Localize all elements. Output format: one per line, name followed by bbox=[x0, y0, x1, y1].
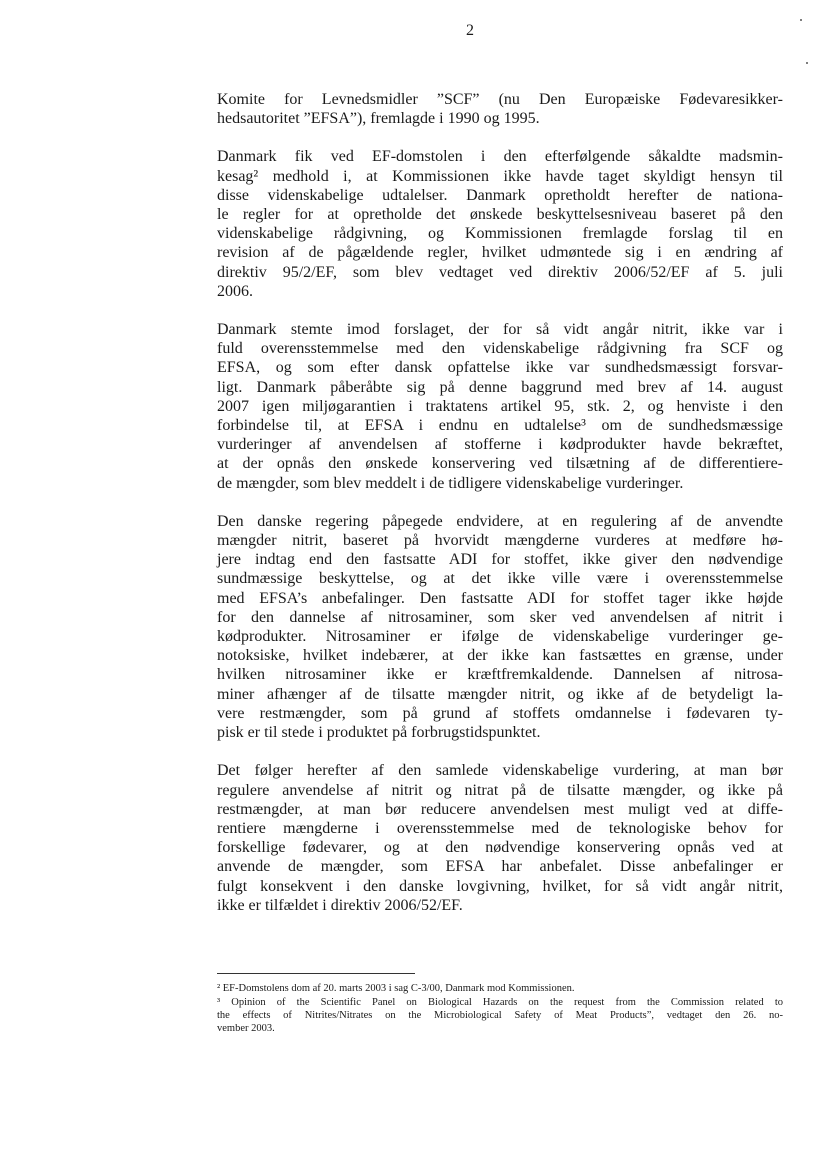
footnote-line: ³ Opinion of the Scientific Panel on Biological Hazards on the request from the Commission related to bbox=[217, 997, 783, 1008]
footnote-line: vember 2003. bbox=[217, 1023, 275, 1034]
paragraph-line: fulgt konsekvent i den danske lovgivning, hvilket, for så vidt angår nitrit, bbox=[217, 877, 783, 895]
paragraph-line: regulere anvendelse af nitrit og nitrat på de tilsatte mængder, og ikke på bbox=[217, 781, 783, 799]
paragraph-line: 2007 igen miljøgarantien i traktatens artikel 95, stk. 2, og henviste i den bbox=[217, 397, 783, 415]
paragraph-line: direktiv 95/2/EF, som blev vedtaget ved direktiv 2006/52/EF af 5. juli bbox=[217, 263, 783, 281]
scan-speck bbox=[806, 62, 808, 64]
footnote bbox=[217, 996, 783, 1035]
paragraph-line: Danmark fik ved EF-domstolen i den efterfølgende såkaldte madsmin- bbox=[217, 148, 783, 166]
paragraph-line: at der opnås den ønskede konservering ved tilsætning af de differentiere- bbox=[217, 455, 783, 473]
footnote bbox=[217, 982, 783, 995]
page-number: 2 bbox=[466, 22, 474, 39]
paragraph-line: Danmark stemte imod forslaget, der for så vidt angår nitrit, ikke var i bbox=[217, 321, 783, 339]
paragraph-line: de mængder, som blev meddelt i de tidligere videnskabelige vurderinger. bbox=[217, 474, 684, 492]
paragraph-line: hvilken nitrosaminer ikke er kræftfremkaldende. Dannelsen af nitrosa- bbox=[217, 666, 783, 684]
paragraph-line: for den dannelse af nitrosaminer, som sker ved anvendelsen af nitrit i bbox=[217, 608, 783, 626]
paragraph-line: kesag² medhold i, at Kommissionen ikke havde taget skyldigt hensyn til bbox=[217, 167, 783, 185]
footnote-line: ² EF-Domstolens dom af 20. marts 2003 i sag C-3/00, Danmark mod Kommissionen. bbox=[217, 983, 575, 994]
paragraph-line: anvende de mængder, som EFSA har anbefalet. Disse anbefalinger er bbox=[217, 858, 783, 876]
paragraph-line: rentiere mængderne i overensstemmelse med de teknologiske behov for bbox=[217, 819, 783, 837]
paragraph-line: vurderinger af anvendelsen af stofferne i kødprodukter havde bekræftet, bbox=[217, 436, 783, 454]
paragraph-line: hedsautoritet ”EFSA”), fremlagde i 1990 og 1995. bbox=[217, 110, 540, 128]
paragraph-line: ikke er tilfældet i direktiv 2006/52/EF. bbox=[217, 896, 463, 914]
paragraph-line: miner afhænger af de tilsatte mængder nitrit, og ikke af de betydeligt la- bbox=[217, 685, 783, 703]
paragraph-line: med EFSA’s anbefalinger. Den fastsatte ADI for stoffet tager ikke højde bbox=[217, 589, 783, 607]
paragraph bbox=[217, 512, 783, 742]
paragraph-line: Den danske regering påpegede endvidere, at en regulering af de anvendte bbox=[217, 512, 783, 530]
paragraph-line: vere restmængder, som på grund af stoffets omdannelse i fødevaren ty- bbox=[217, 704, 783, 722]
paragraph-line: mængder nitrit, baseret på hvorvidt mængderne vurderes at medføre hø- bbox=[217, 532, 783, 550]
paragraph bbox=[217, 761, 783, 915]
paragraph-line: 2006. bbox=[217, 282, 253, 300]
body-text bbox=[217, 90, 783, 934]
paragraph-line: forbindelse til, at EFSA i endnu en udtalelse³ om de sundhedsmæssige bbox=[217, 417, 783, 435]
paragraph-line: fuld overensstemmelse med den videnskabelige rådgivning fra SCF og bbox=[217, 340, 783, 358]
paragraph-line: restmængder, at man bør reducere anvendelsen mest muligt ved at diffe- bbox=[217, 800, 783, 818]
paragraph bbox=[217, 90, 783, 128]
paragraph-line: Det følger herefter af den samlede videnskabelige vurdering, at man bør bbox=[217, 762, 783, 780]
paragraph bbox=[217, 320, 783, 493]
paragraph-line: videnskabelige rådgivning, og Kommissionen fremlagde forslag til en bbox=[217, 225, 783, 243]
paragraph-line: revision af de pågældende regler, hvilket udmøntede sig i en ændring af bbox=[217, 244, 783, 262]
footnote-line: the effects of Nitrites/Nitrates on the Microbiological Safety of Meat Products”, vedtaget den 26. no- bbox=[217, 1010, 783, 1021]
scan-speck bbox=[800, 19, 802, 21]
paragraph-line: forskellige fødevarer, og at den nødvendige konservering opnås ved at bbox=[217, 839, 783, 857]
paragraph bbox=[217, 147, 783, 301]
paragraph-line: ligt. Danmark påberåbte sig på denne baggrund med brev af 14. august bbox=[217, 378, 783, 396]
paragraph-line: kødprodukter. Nitrosaminer er ifølge de videnskabelige vurderinger ge- bbox=[217, 628, 783, 646]
paragraph-line: pisk er til stede i produktet på forbrugstidspunktet. bbox=[217, 724, 541, 742]
paragraph-line: notoksiske, hvilket indebærer, at der ikke kan fastsættes en grænse, under bbox=[217, 647, 783, 665]
paragraph-line: disse videnskabelige udtalelser. Danmark opretholdt herefter de nationa- bbox=[217, 186, 783, 204]
paragraph-line: le regler for at opretholde det ønskede beskyttelsesniveau baseret på den bbox=[217, 206, 783, 224]
paragraph-line: Komite for Levnedsmidler ”SCF” (nu Den Europæiske Fødevaresikker- bbox=[217, 91, 783, 108]
footnote-divider bbox=[217, 973, 415, 974]
paragraph-line: jere indtag end den fastsatte ADI for stoffet, ikke giver den nødvendige bbox=[217, 551, 783, 569]
paragraph-line: sundmæssige beskyttelse, og at det ikke ville være i overensstemmelse bbox=[217, 570, 783, 588]
footnotes bbox=[217, 982, 783, 1036]
paragraph-line: EFSA, og som efter dansk opfattelse ikke var sundhedsmæssigt forsvar- bbox=[217, 359, 783, 377]
